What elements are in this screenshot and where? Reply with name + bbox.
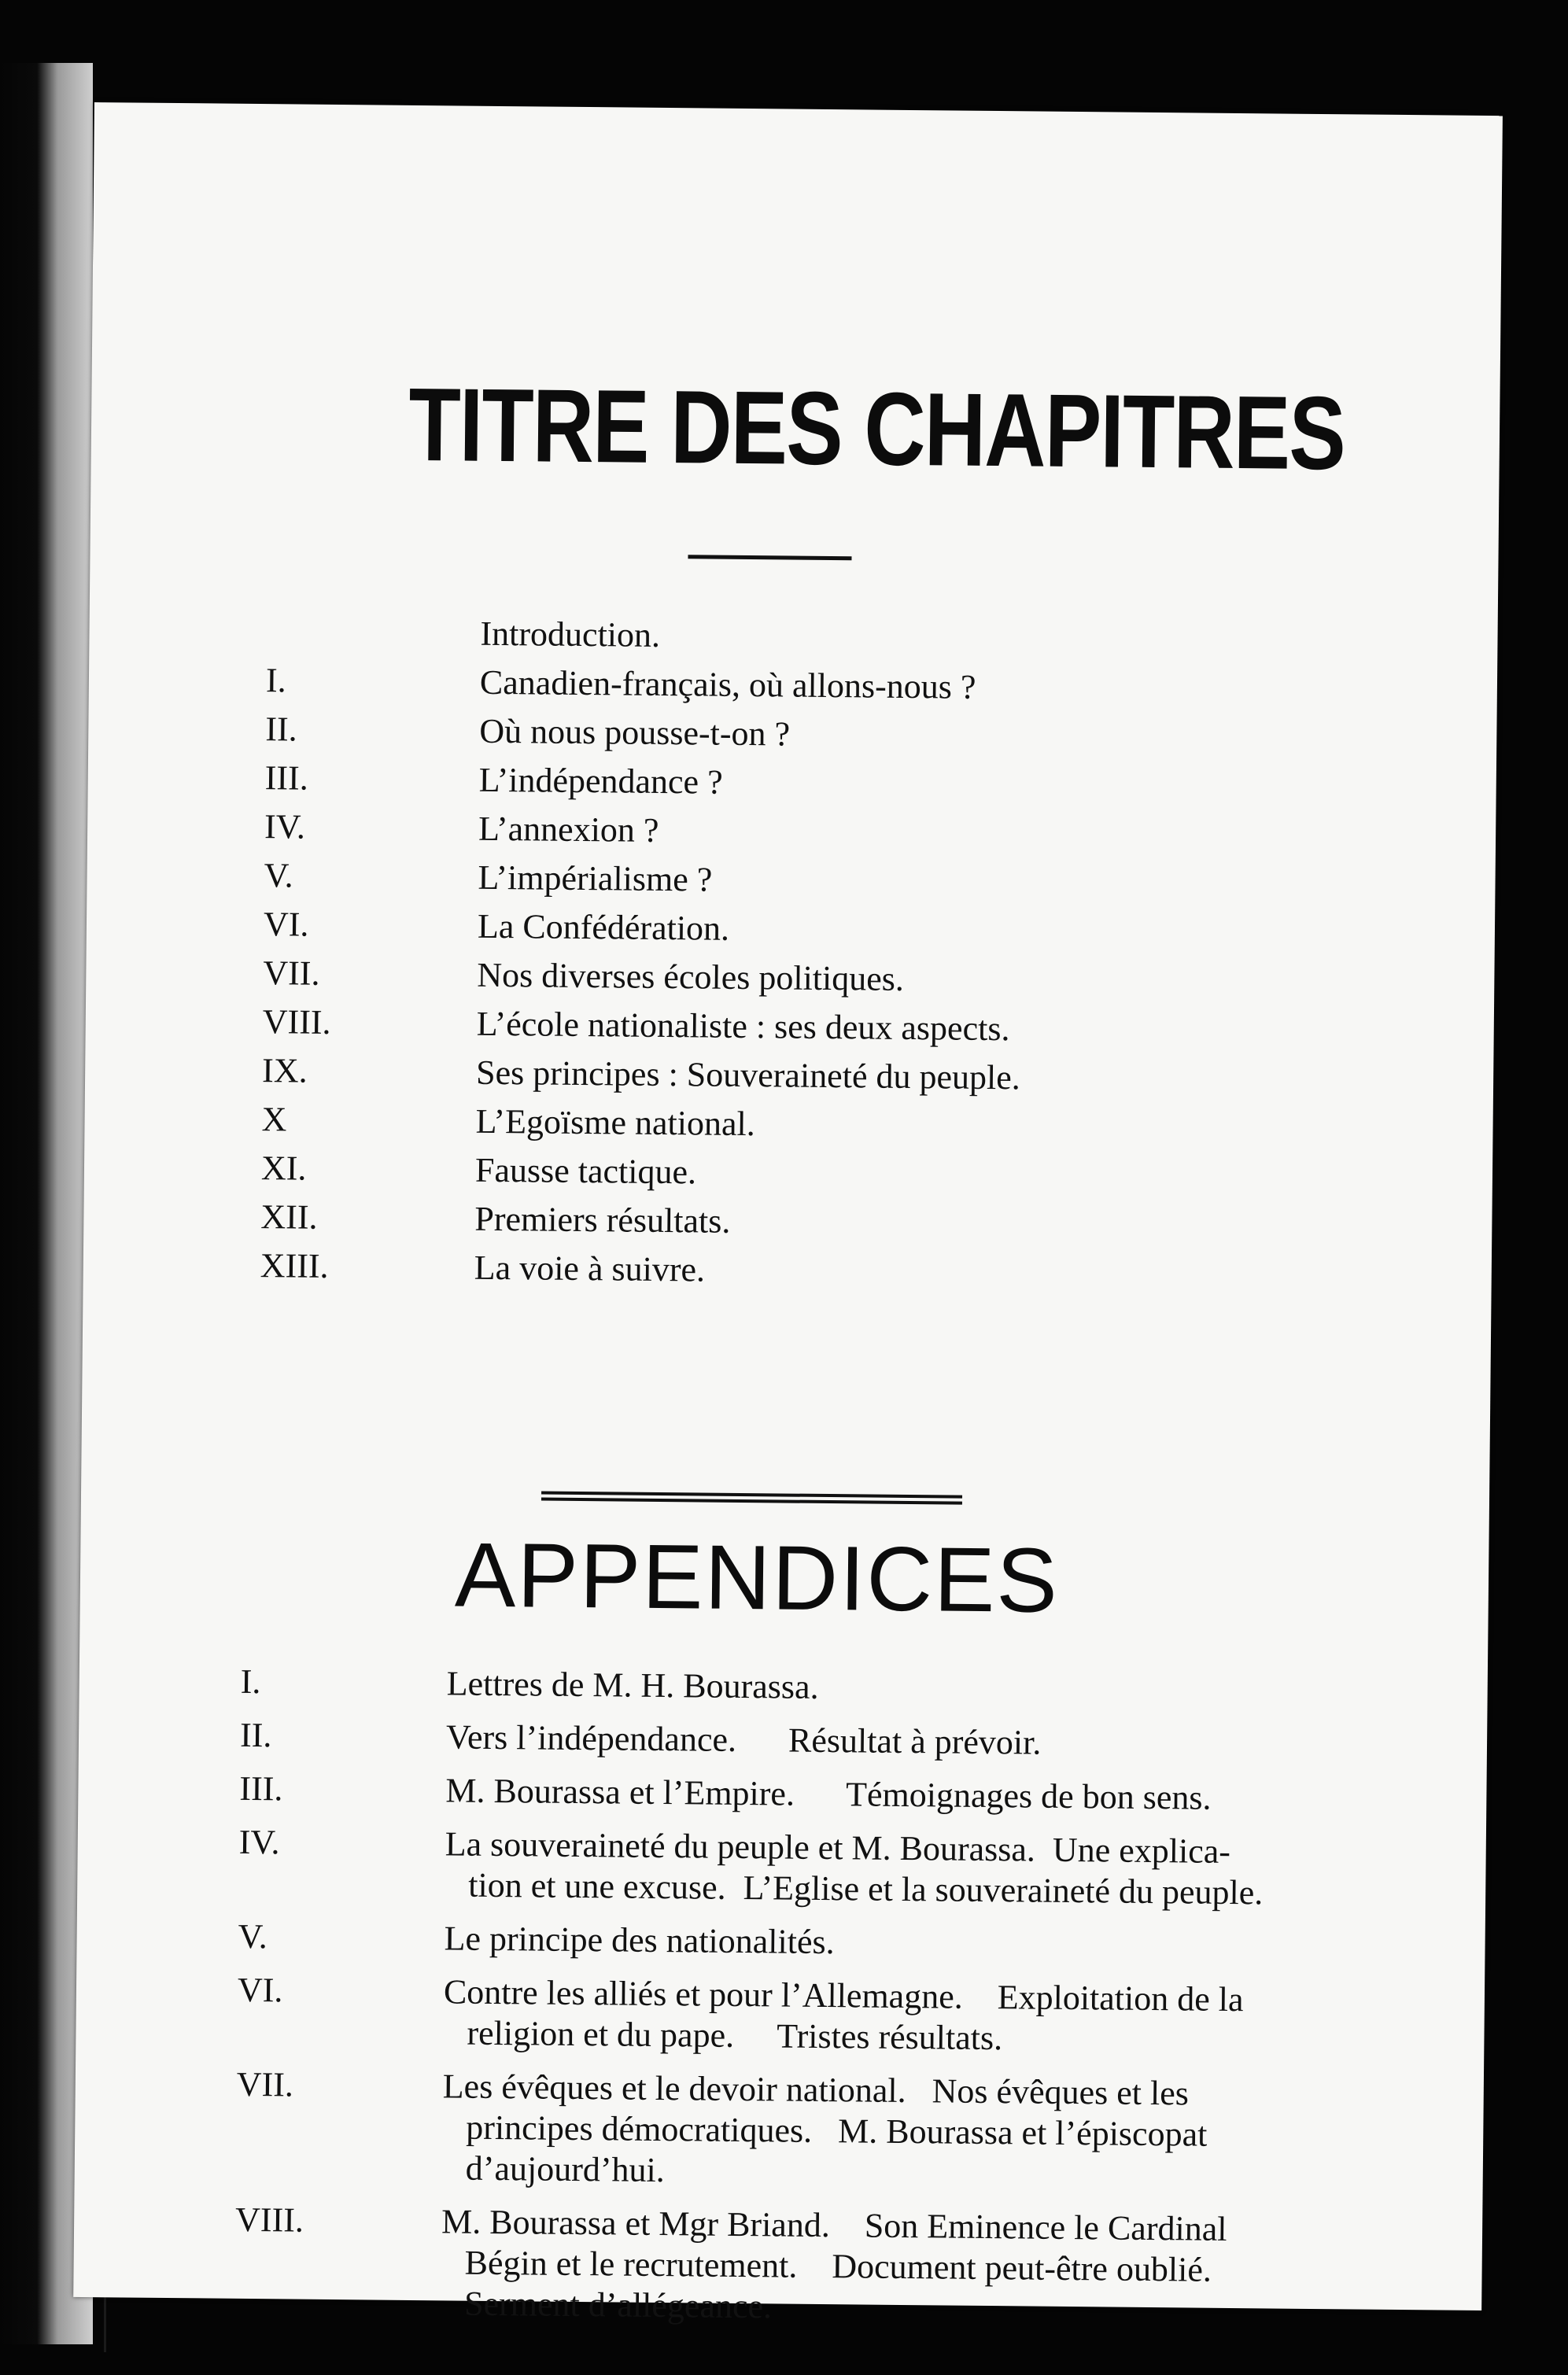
chapter-number: VII.	[263, 953, 320, 993]
appendix-line: M. Bourassa et Mgr Briand. Son Eminence le Cardinal	[441, 2202, 1227, 2248]
appendix-row	[234, 2200, 1463, 2334]
chapter-number: XI.	[260, 1149, 307, 1188]
document-page	[73, 102, 1503, 2326]
appendix-text	[446, 1717, 1467, 1767]
divider-line	[541, 1498, 962, 1505]
appendix-line: La souveraineté du peuple et M. Bourassa. Une explica-	[445, 1824, 1231, 1871]
appendix-line: Bégin et le recrutement. Document peut-être oublié.	[464, 2243, 1212, 2289]
appendix-text	[445, 1770, 1467, 1820]
appendix-line: principes démocratiques. M. Bourassa et l’épiscopat	[466, 2108, 1208, 2154]
appendix-list	[234, 1661, 1468, 2347]
appendix-row	[237, 1970, 1465, 2063]
chapter-number: IX.	[261, 1051, 308, 1090]
appendix-number: IV.	[238, 1822, 280, 1862]
appendix-line: Lettres de M. H. Bourassa.	[446, 1664, 819, 1706]
chapter-title: Où nous pousse-t-on ?	[479, 711, 791, 754]
chapter-number: V.	[264, 856, 293, 895]
appendix-text	[446, 1663, 1467, 1713]
chapter-title: Nos diverses écoles politiques.	[477, 955, 905, 998]
appendix-text	[443, 1971, 1465, 2063]
appendix-line: Le principe des nationalités.	[444, 1919, 835, 1962]
chapter-row	[260, 1241, 1284, 1300]
appendices-heading: APPENDICES	[454, 1523, 1060, 1632]
page-title: TITRE DES CHAPITRES	[408, 366, 1345, 492]
appendix-line: Les évêques et le devoir national. Nos évêques et les	[442, 2067, 1190, 2113]
chapter-title: Fausse tactique.	[474, 1150, 697, 1192]
chapter-number: II.	[265, 710, 297, 749]
appendix-row	[240, 1661, 1467, 1714]
chapter-number: III.	[264, 758, 308, 798]
appendix-line: Serment d’allégeance.	[463, 2284, 773, 2326]
chapter-title: L’Egoïsme national.	[475, 1101, 756, 1144]
appendix-row	[240, 1715, 1467, 1768]
appendix-number: I.	[240, 1661, 261, 1702]
appendix-number: VI.	[237, 1970, 283, 2010]
appendix-row	[239, 1768, 1467, 1821]
appendix-line: M. Bourassa et l’Empire. Témoignages de bon sens.	[445, 1771, 1212, 1817]
appendix-number: VII.	[236, 2064, 294, 2104]
section-divider	[541, 1492, 962, 1507]
chapter-number: I.	[265, 661, 286, 700]
appendix-line: d’aujourd’hui.	[465, 2148, 665, 2190]
appendix-text	[442, 2066, 1464, 2198]
appendix-text	[444, 1918, 1465, 1968]
chapter-number: VI.	[263, 905, 309, 944]
chapter-number	[267, 607, 361, 608]
divider-line	[541, 1492, 962, 1499]
chapter-title: L’indépendance ?	[478, 760, 723, 802]
appendix-number: VIII.	[234, 2200, 304, 2240]
appendix-line: Contre les alliés et pour l’Allemagne. Exploitation de la	[443, 1972, 1244, 2019]
appendix-number: II.	[239, 1715, 272, 1755]
appendix-number: V.	[238, 1916, 267, 1956]
chapter-number: X	[261, 1100, 287, 1139]
chapter-number: XII.	[260, 1197, 318, 1237]
appendix-row	[238, 1822, 1467, 1916]
chapter-number: VIII.	[262, 1002, 331, 1042]
appendix-text	[441, 2201, 1463, 2333]
chapter-title: L’annexion ?	[478, 809, 659, 850]
chapter-title: Premiers résultats.	[474, 1199, 731, 1241]
appendix-row	[238, 1916, 1465, 1969]
chapter-number: IV.	[264, 807, 306, 846]
appendix-line: tion et une excuse. L’Eglise et la souveraineté du peuple.	[468, 1865, 1264, 1912]
chapter-title: Ses principes : Souveraineté du peuple.	[475, 1053, 1020, 1097]
appendix-number: III.	[239, 1768, 283, 1809]
chapter-title: L’école nationaliste : ses deux aspects.	[476, 1004, 1010, 1049]
chapter-title: La Confédération.	[477, 906, 730, 948]
title-divider	[688, 555, 851, 560]
chapter-list	[260, 607, 1289, 1300]
chapter-title: L’impérialisme ?	[478, 857, 713, 899]
chapter-title: Canadien-français, où allons-nous ?	[479, 662, 976, 706]
appendix-line: Vers l’indépendance. Résultat à prévoir.	[445, 1717, 1042, 1762]
appendix-line: religion et du pape. Tristes résultats.	[467, 2013, 1003, 2058]
chapter-title: La voie à suivre.	[474, 1248, 706, 1289]
chapter-title: Introduction.	[480, 614, 661, 655]
appendix-text	[445, 1824, 1467, 1915]
chapter-number: XIII.	[260, 1246, 329, 1285]
appendix-row	[236, 2064, 1464, 2199]
